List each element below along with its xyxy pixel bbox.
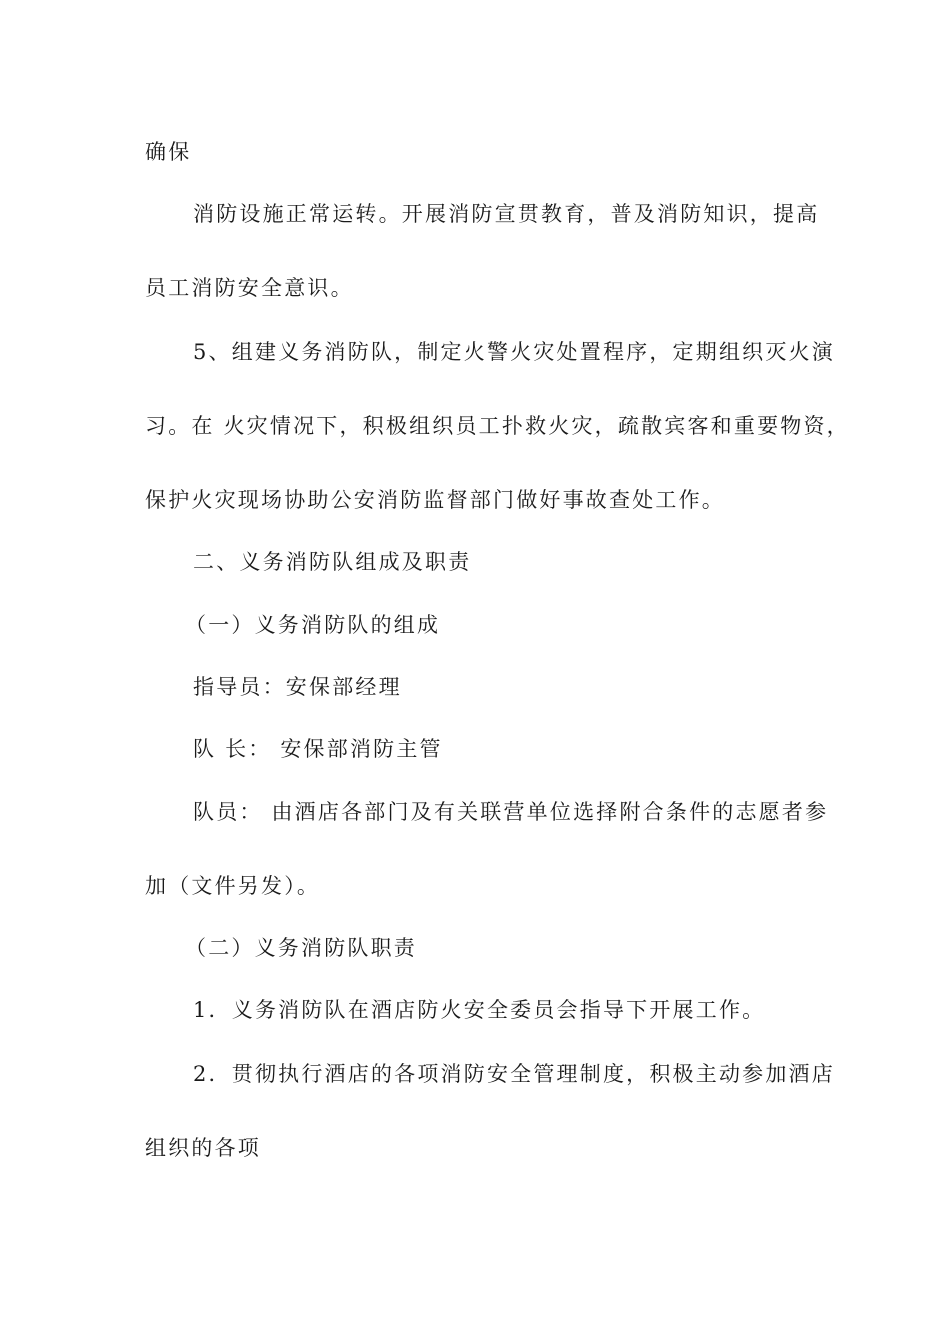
paragraph-fire-facilities: 消防设施正常运转。开展消防宣贯教育，普及消防知识，提高 [193,202,820,226]
duty-item-2-continuation: 组织的各项 [145,1136,261,1160]
item-5-volunteer-team: 5、组建义务消防队，制定火警火灾处置程序，定期组织灭火演 [193,340,835,364]
paragraph-staff-awareness: 员工消防安全意识。 [145,276,354,300]
section-heading-2: 二、义务消防队组成及职责 [193,550,472,574]
role-instructor: 指导员：安保部经理 [193,675,402,699]
duty-item-2: 2．贯彻执行酒店的各项消防安全管理制度，积极主动参加酒店 [193,1062,835,1086]
role-members: 队员： 由酒店各部门及有关联营单位选择附合条件的志愿者参 [193,800,829,824]
role-members-continuation: 加（文件另发）。 [145,874,321,898]
duty-item-1: 1．义务消防队在酒店防火安全委员会指导下开展工作。 [193,998,766,1022]
paragraph-fragment-ensure: 确保 [145,140,192,164]
item-5-scene-protection: 保护火灾现场协助公安消防监督部门做好事故查处工作。 [145,488,725,512]
item-5-continuation: 习。在 火灾情况下，积极组织员工扑救火灾，疏散宾客和重要物资， [145,414,850,438]
role-captain: 队 长： 安保部消防主管 [193,737,443,761]
subsection-heading-1: （一）义务消防队的组成 [185,613,441,637]
subsection-heading-2: （二）义务消防队职责 [185,936,417,960]
